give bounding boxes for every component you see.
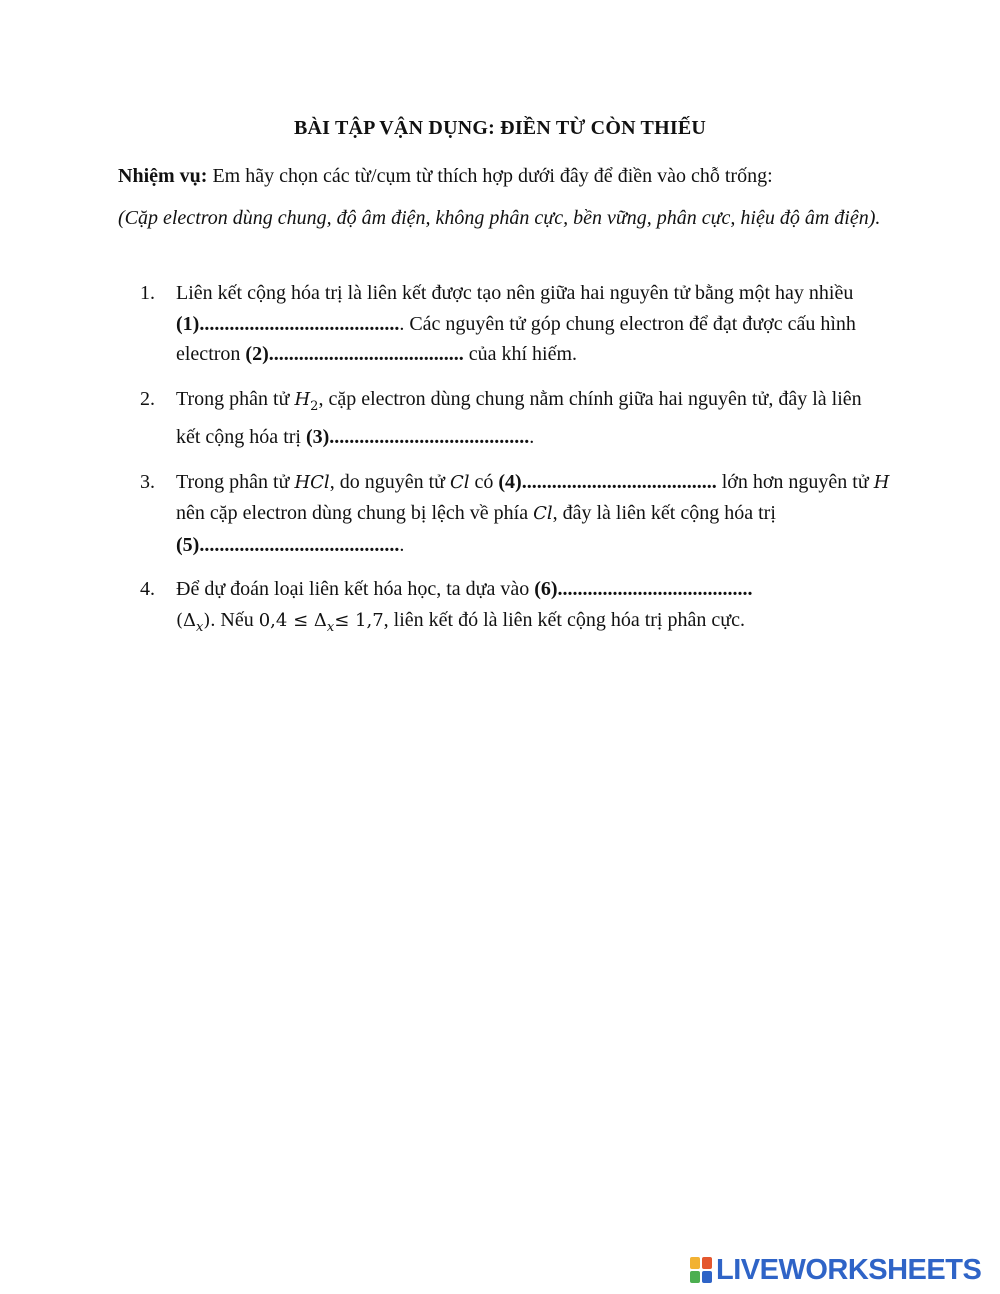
logo-block [702, 1271, 712, 1283]
question-4 [140, 574, 890, 643]
blank-4[interactable]: (4)....................................... [498, 470, 717, 493]
page-title: BÀI TẬP VẬN DỤNG: ĐIỀN TỪ CÒN THIẾU [293, 117, 707, 139]
blank-3[interactable]: (3)........................................ [305, 426, 530, 448]
logo-block [690, 1271, 700, 1283]
question-text: lớn hơn nguyên tử [716, 470, 874, 493]
task-text: Em hãy chọn các từ/cụm từ thích hợp dưới đây để điền vào chỗ trống: [207, 165, 773, 187]
question-text: có [469, 470, 499, 493]
logo-mark-icon [690, 1257, 712, 1283]
task-instruction [118, 162, 898, 190]
question-text: của khí hiếm. [463, 343, 578, 365]
question-text: , đây là liên kết cộng hóa trị [552, 502, 776, 524]
question-text: , cặp electron dùng chung nằm chính giữa hai nguyên tử, đây là liên kết cộng hóa trị [176, 387, 862, 448]
question-text: . [529, 426, 535, 448]
molecule-hcl: HCl [294, 471, 330, 493]
question-text: nên cặp electron dùng chung bị lệch về phía [176, 502, 534, 524]
question-3 [140, 467, 890, 561]
question-1 [140, 278, 890, 370]
logo-block [690, 1257, 700, 1269]
logo-block [702, 1257, 712, 1269]
question-text: Để dự đoán loại liên kết hóa học, ta dựa vào [176, 578, 535, 600]
blank-2[interactable]: (2)....................................... [245, 343, 464, 365]
blank-5[interactable]: (5)........................................ [176, 533, 400, 556]
blank-6[interactable]: (6)....................................... [534, 578, 753, 600]
question-text: , liên kết đó là liên kết cộng hóa trị phân cực. [383, 608, 745, 631]
question-number: 2. [140, 387, 155, 410]
blank-1[interactable]: (1)........................................ [176, 312, 400, 335]
question-list [140, 278, 890, 657]
molecule-h2: $H_2$ [294, 388, 319, 414]
atom-h: H [873, 471, 890, 493]
atom-cl: Cl [449, 471, 470, 493]
question-number: 1. [140, 282, 155, 304]
question-text: . Nếu [210, 608, 259, 631]
question-text: Trong phân tử [176, 470, 295, 493]
liveworksheets-logo [690, 1253, 981, 1287]
atom-cl: Cl [533, 503, 553, 524]
delta-x-symbol: $(\Delta_x)$ [176, 609, 211, 635]
question-text: Trong phân tử [176, 387, 295, 410]
question-text: Liên kết cộng hóa trị là liên kết được tạo nên giữa hai nguyên tử bằng một hay nhiều [176, 282, 854, 304]
inequality: $0,4 \le \Delta_x\le 1,7$ [258, 609, 384, 635]
question-number: 4. [140, 578, 155, 600]
word-bank: (Cặp electron dùng chung, độ âm điện, không phân cực, bền vững, phân cực, hiệu độ âm điện). [118, 207, 881, 229]
question-text: , do nguyên tử [329, 470, 450, 493]
question-2 [140, 384, 890, 453]
task-label: Nhiệm vụ: [118, 165, 208, 187]
question-text: . [399, 533, 405, 556]
logo-text: LIVEWORKSHEETS [716, 1253, 982, 1286]
question-text: . Các nguyên tử góp chung electron để đạt được cấu hình electron [176, 312, 856, 365]
question-number: 3. [140, 470, 155, 493]
